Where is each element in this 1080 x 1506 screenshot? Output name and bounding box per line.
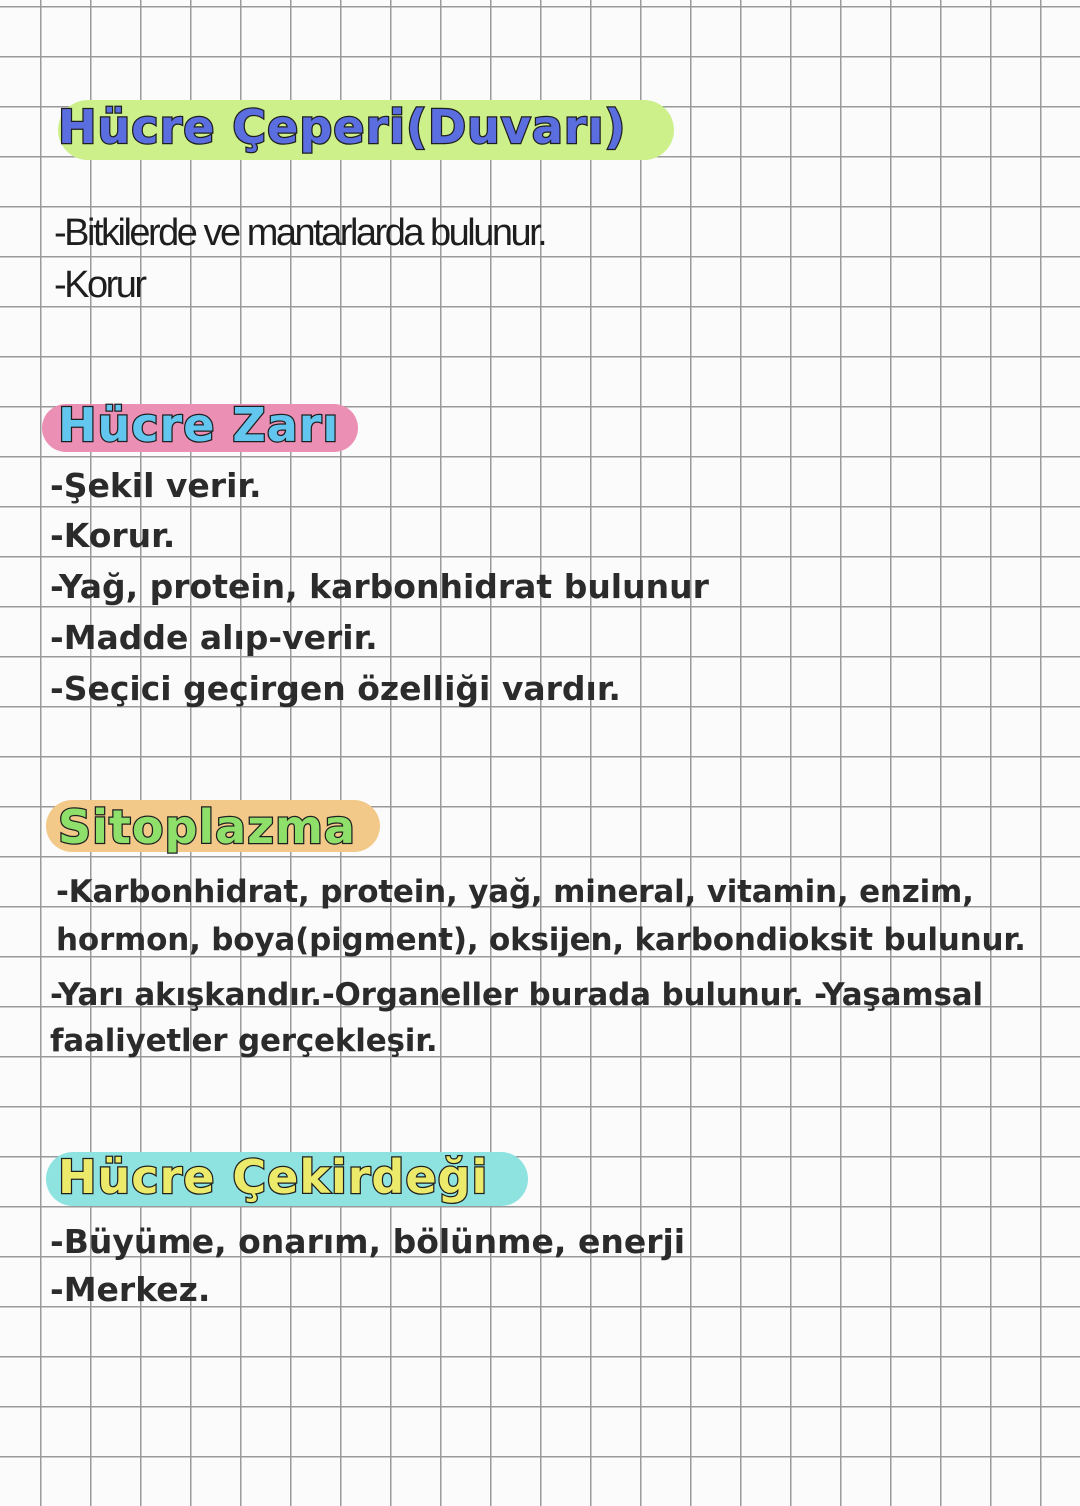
text-line: -Korur [54, 264, 145, 306]
section-heading: Hücre Çeperi(Duvarı) [58, 100, 627, 154]
text-line: -Yarı akışkandır.-Organeller burada bulunur. -Yaşamsal [50, 977, 983, 1013]
text-line: -Şekil verir. [50, 466, 262, 505]
text-line: hormon, boya(pigment), oksijen, karbondioksit bulunur. [56, 922, 1026, 958]
text-line: -Seçici geçirgen özelliği vardır. [50, 669, 621, 708]
section-heading: Hücre Çekirdeği [58, 1150, 489, 1204]
text-line: faaliyetler gerçekleşir. [50, 1023, 438, 1059]
section-heading: Sitoplazma [58, 800, 356, 854]
text-line: -Yağ, protein, karbonhidrat bulunur [50, 567, 709, 606]
text-line: -Bitkilerde ve mantarlarda bulunur. [54, 212, 546, 254]
section-heading: Hücre Zarı [58, 398, 340, 452]
text-line: -Madde alıp-verir. [50, 618, 378, 657]
text-line: -Merkez. [50, 1270, 211, 1309]
text-line: -Korur. [50, 516, 176, 555]
text-line: -Büyüme, onarım, bölünme, enerji [50, 1222, 686, 1261]
text-line: -Karbonhidrat, protein, yağ, mineral, vitamin, enzim, [56, 874, 974, 910]
